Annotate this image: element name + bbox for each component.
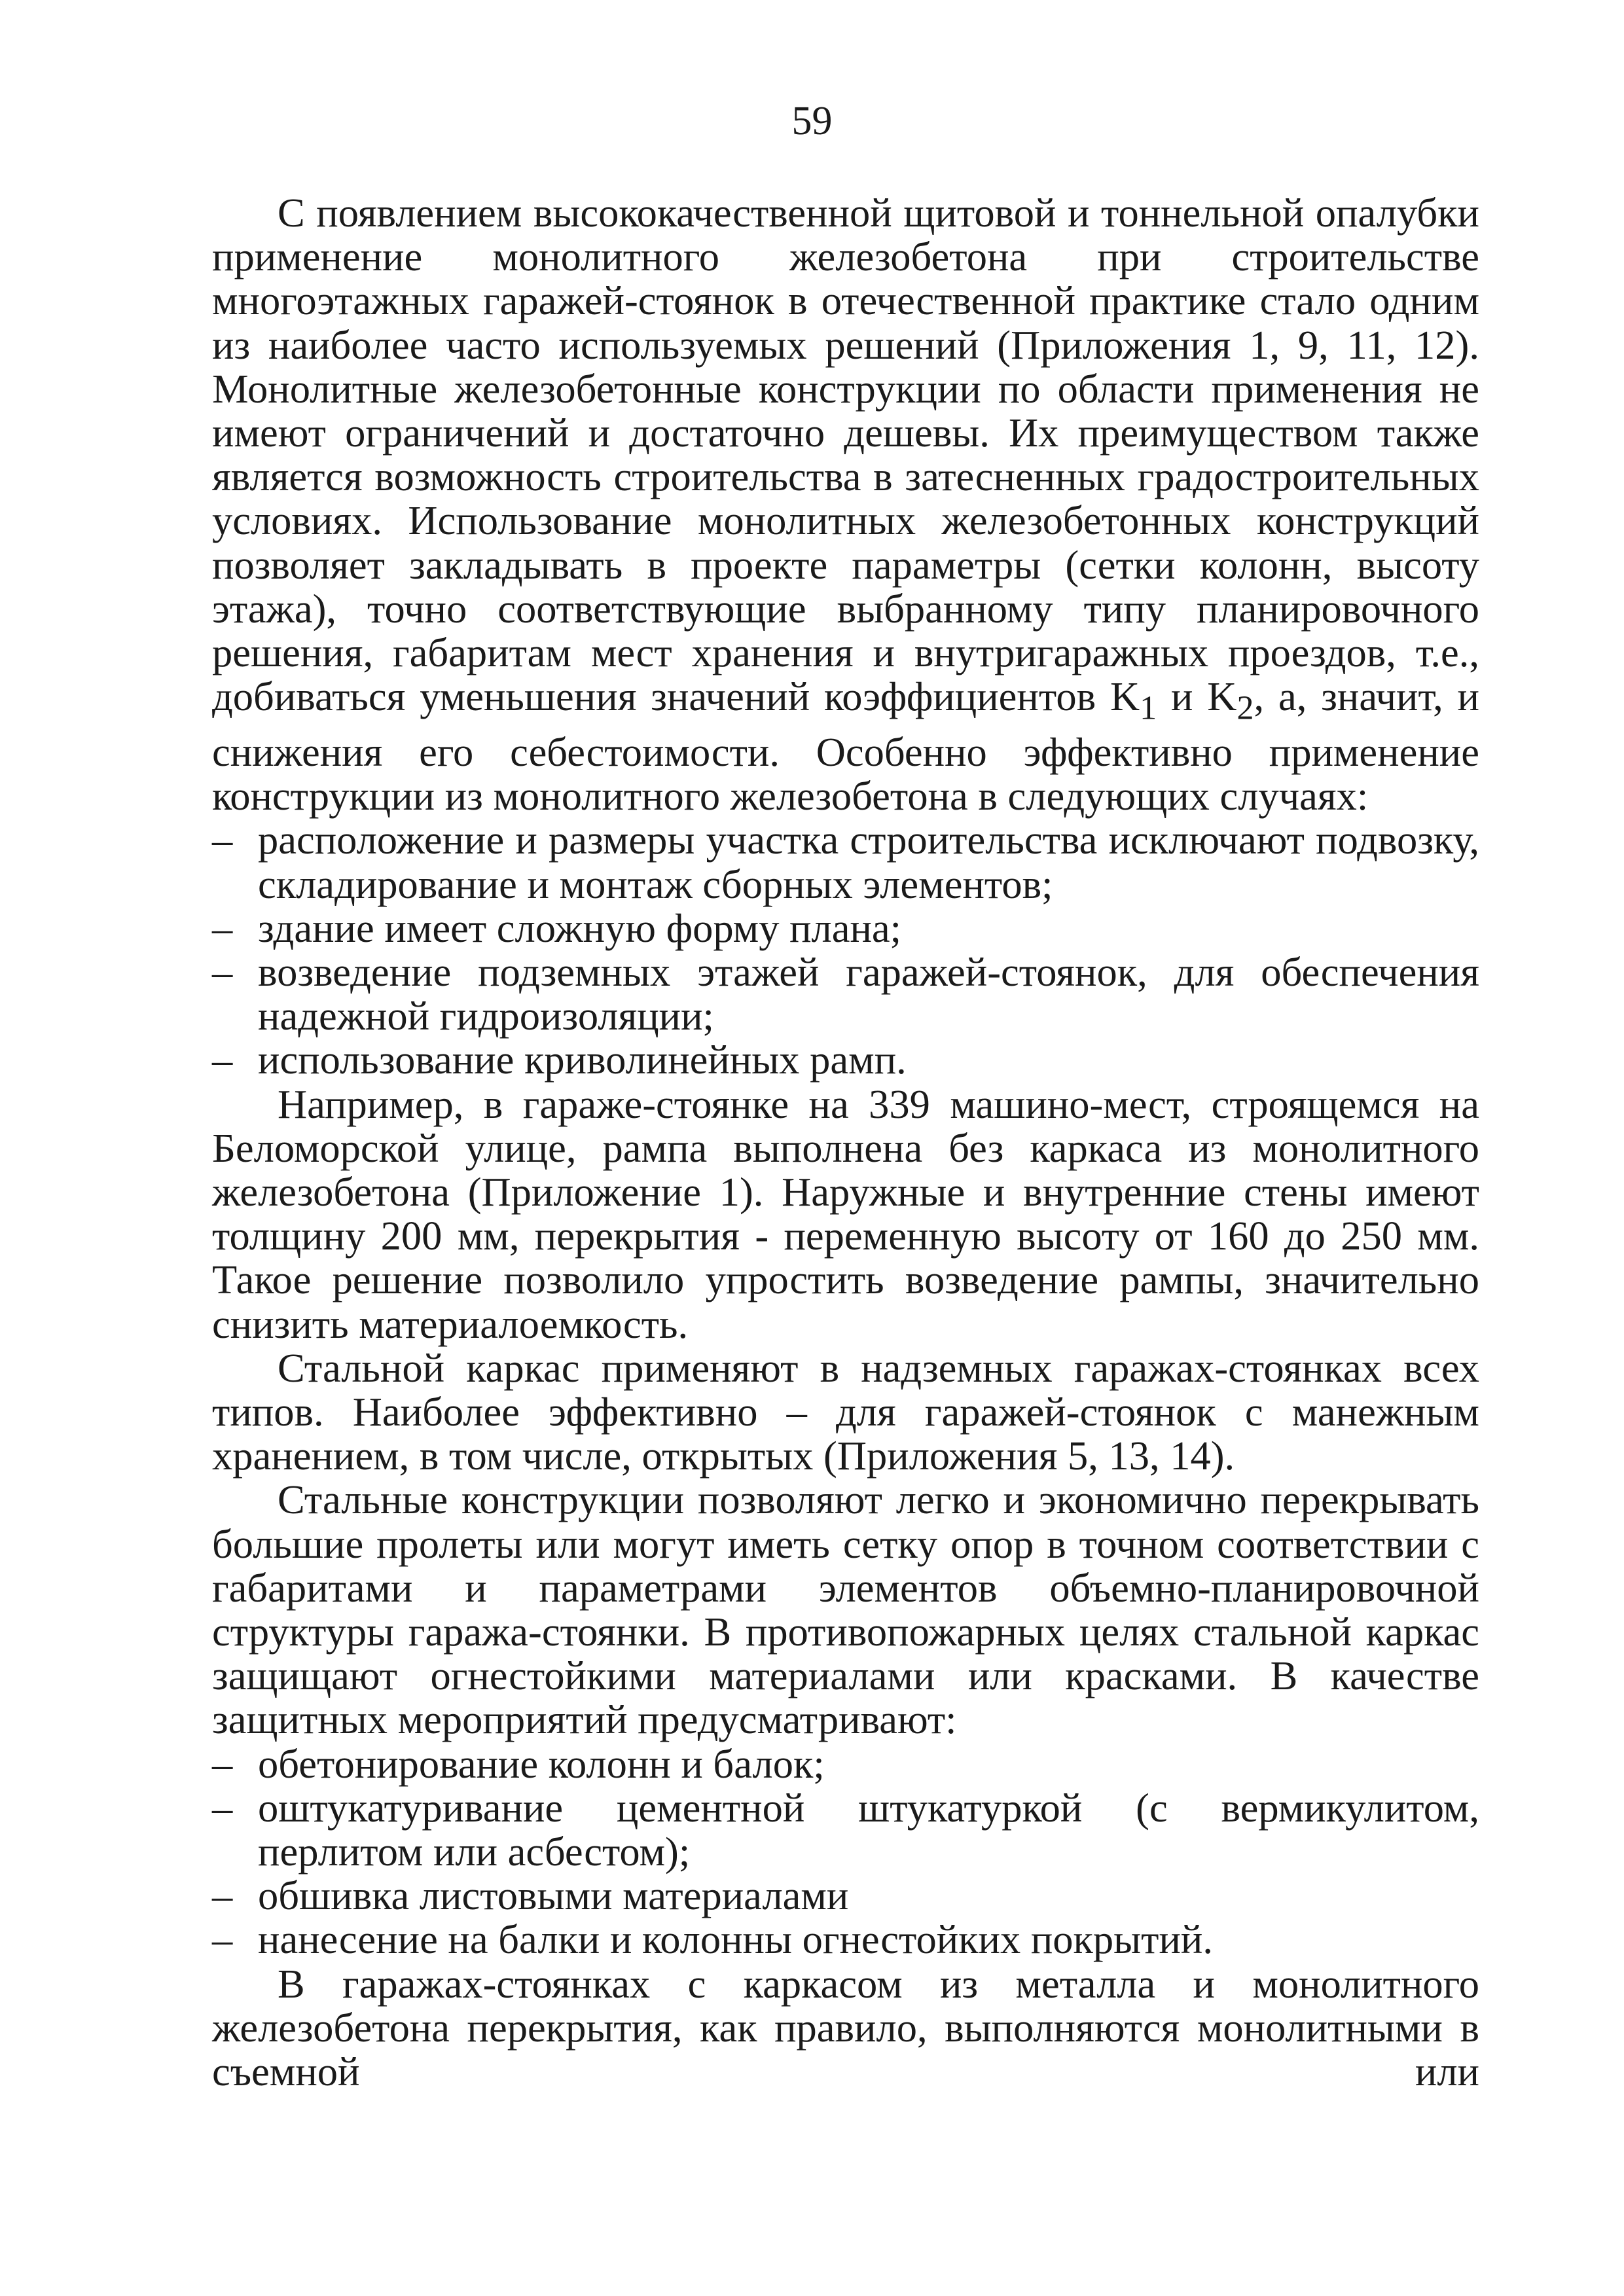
list-item-text: обшивка листовыми материалами (258, 1873, 849, 1919)
dash-marker: – (212, 1873, 233, 1919)
subscript-k2: 2 (1236, 689, 1254, 727)
dash-marker: – (212, 948, 233, 995)
list-item (212, 818, 1479, 906)
dash-marker: – (212, 817, 233, 863)
list-item-text: здание имеет сложную форму плана; (258, 905, 902, 951)
dash-marker: – (212, 1037, 233, 1083)
list-item-text: нанесение на балки и колонны огнестойких покрытий. (258, 1916, 1213, 1963)
paragraph-monolithic-intro (212, 191, 1479, 818)
list-item (212, 950, 1479, 1038)
dash-marker: – (212, 1916, 233, 1963)
page-number: 59 (791, 99, 833, 143)
subscript-k1: 1 (1140, 689, 1157, 727)
list-item-text: обетонирование колонн и балок; (258, 1740, 825, 1787)
list-item (212, 1786, 1479, 1874)
paragraph-steel-frame: Стальной каркас применяют в надземных гаражах-стоянках всех типов. Наиболее эффективно – для гаражей-стоянок с манежным хранением, в том числе, открытых (Приложения 5, 13, 14). (212, 1344, 1479, 1479)
paragraph-ramp-example: Например, в гараже-стоянке на 339 машино-мест, строящемся на Беломорской улице, рампа выполнена без каркаса из монолитного железобетона (Приложение 1). Наружные и внутренние стены имеют толщину 200 мм, перекрытия - переменную высоту от 160 до 250 мм. Такое решение позволило упростить возведение рампы, значительно снизить материалоемкость. (212, 1081, 1479, 1347)
paragraph-text: , а, значит, и снижения его себестоимости. Особенно эффективно применение конструкции из монолитного железобетона в следующих случаях: (212, 673, 1479, 819)
list-item-text: расположение и размеры участка строительства исключают подвозку, складирование и монтаж сборных элементов; (258, 817, 1479, 907)
dash-marker: – (212, 905, 233, 951)
dash-marker: – (212, 1740, 233, 1787)
list-item (212, 1874, 1479, 1918)
fire-protection-list (212, 1742, 1479, 1962)
document-body (212, 191, 1479, 2094)
list-item (212, 1742, 1479, 1786)
paragraph-floors: В гаражах-стоянках с каркасом из металла и монолитного железобетона перекрытия, как правило, выполняются монолитными в съемной или (212, 1960, 1479, 2095)
list-item-text: использование криволинейных рамп. (258, 1037, 907, 1083)
paragraph-steel-structures: Стальные конструкции позволяют легко и экономично перекрывать большие пролеты или могут иметь сетку опор в точном соответствии с габаритами и параметрами элементов объемно-планировочной структуры гаража-стоянки. В противопожарных целях стальной каркас защищают огнестойкими материалами или красками. В качестве защитных мероприятий предусматривают: (212, 1477, 1479, 1743)
paragraph-text: и K (1157, 673, 1237, 720)
dash-marker: – (212, 1784, 233, 1831)
list-item-text: возведение подземных этажей гаражей-стоянок, для обеспечения надежной гидроизоляции; (258, 948, 1479, 1039)
list-item (212, 1918, 1479, 1962)
monolithic-cases-list (212, 818, 1479, 1082)
list-item (212, 906, 1479, 950)
list-item-text: оштукатуривание цементной штукатуркой (с вермикулитом, перлитом или асбестом); (258, 1784, 1479, 1875)
paragraph-text: С появлением высококачественной щитовой и тоннельной опалубки применение монолитного железобетона при строительстве многоэтажных гаражей-стоянок в отечественной практике стало одним из наиболее часто используемых решений (Приложения 1, 9, 11, 12). Монолитные железобетонные конструкции по области применения не имеют ограничений и достаточно дешевы. Их преимуществом также является возможность строительства в затесненных градостроительных условиях. Использование монолитных железобетонных конструкций позволяет закладывать в проекте параметры (сетки колонн, высоту этажа), точно соответствующие выбранному типу планировочного решения, габаритам мест хранения и внутригаражных проездов, т.е., добиваться уменьшения значений коэффициентов K (212, 190, 1479, 720)
list-item (212, 1038, 1479, 1082)
